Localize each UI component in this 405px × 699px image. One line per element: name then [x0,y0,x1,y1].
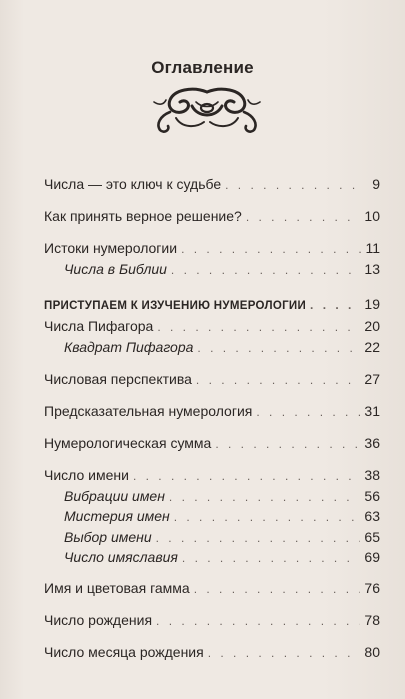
toc-page-number: 10 [364,208,380,224]
toc-entry-title: ПРИСТУПАЕМ К ИЗУЧЕНИЮ НУМЕРОЛОГИИ [44,300,307,312]
toc-entry-title: Числа — это ключ к судьбе [44,176,222,192]
toc-entry [44,435,380,455]
toc-subentry [64,488,380,508]
dot-leader [208,646,361,660]
dot-leader [181,242,361,256]
toc-entry-title: Числовая перспектива [44,371,192,387]
toc-page-number: 11 [365,240,380,256]
toc-entry [44,371,380,391]
toc-entry-title: Нумерологическая сумма [44,435,212,451]
toc-page-number: 31 [364,403,380,419]
toc-entry-title: Выбор имени [64,529,152,545]
page-title: Оглавление [151,58,254,77]
toc-page-number: 27 [364,371,380,387]
dot-leader [194,582,361,596]
toc-entry-title: Мистерия имен [64,508,170,524]
toc-entry [44,240,380,260]
dot-leader [256,405,360,419]
dot-leader [133,469,360,483]
dot-leader [196,373,361,387]
toc-entry [44,176,380,196]
toc-entry-title: Квадрат Пифагора [64,339,194,355]
toc-page-number: 76 [364,580,380,596]
dot-leader [156,531,361,545]
toc-page-number: 56 [364,488,380,504]
toc-entry-title: Истоки нумерологии [44,240,178,256]
toc-page-number: 22 [364,339,380,355]
toc-entry [44,208,380,228]
toc-entry-title: Числа в Библии [64,261,167,277]
dot-leader [197,341,360,355]
dot-leader [225,178,362,192]
toc-page-number: 63 [364,508,380,524]
dot-leader [182,551,361,565]
toc-entry [44,644,380,664]
toc-page-number: 9 [372,176,380,192]
dot-leader [156,614,360,628]
dot-leader [246,210,361,224]
toc-entry-title: Число имени [44,467,129,483]
toc-entry-title: Предсказательная нумерология [44,403,253,419]
toc-entry [44,403,380,423]
toc-entry-title: Число рождения [44,612,153,628]
toc-entry-title: Числа Пифагора [44,318,154,334]
toc-entry-title: Число имяславия [64,549,178,565]
dot-leader [310,298,360,312]
toc-subentry [64,339,380,359]
toc-subentry [64,508,380,528]
dot-leader [171,263,361,277]
toc-page-number: 78 [364,612,380,628]
toc-subentry [64,549,380,569]
toc-page-number: 19 [364,296,380,312]
dot-leader [157,320,360,334]
toc-entry [44,612,380,632]
toc-page-number: 69 [364,549,380,565]
dot-leader [169,490,361,504]
toc-page-number: 80 [364,644,380,660]
toc-subentry [64,529,380,549]
decorative-ornament-icon [152,84,262,136]
toc-entry-title: Имя и цветовая гамма [44,580,190,596]
dot-leader [174,510,361,524]
toc-page-number: 38 [364,467,380,483]
toc-page-number: 20 [364,318,380,334]
toc-subentry [64,261,380,281]
toc-entry [44,318,380,338]
dot-leader [215,437,360,451]
toc-entry-title: Вибрации имен [64,488,165,504]
toc-entry-title: Число месяца рождения [44,644,204,660]
toc-page-number: 13 [364,261,380,277]
toc-entry [44,467,380,487]
toc-entry-title: Как принять верное решение? [44,208,242,224]
toc-entry [44,580,380,600]
toc-page-number: 36 [364,435,380,451]
toc-page-number: 65 [364,529,380,545]
toc-section-heading [44,296,380,316]
